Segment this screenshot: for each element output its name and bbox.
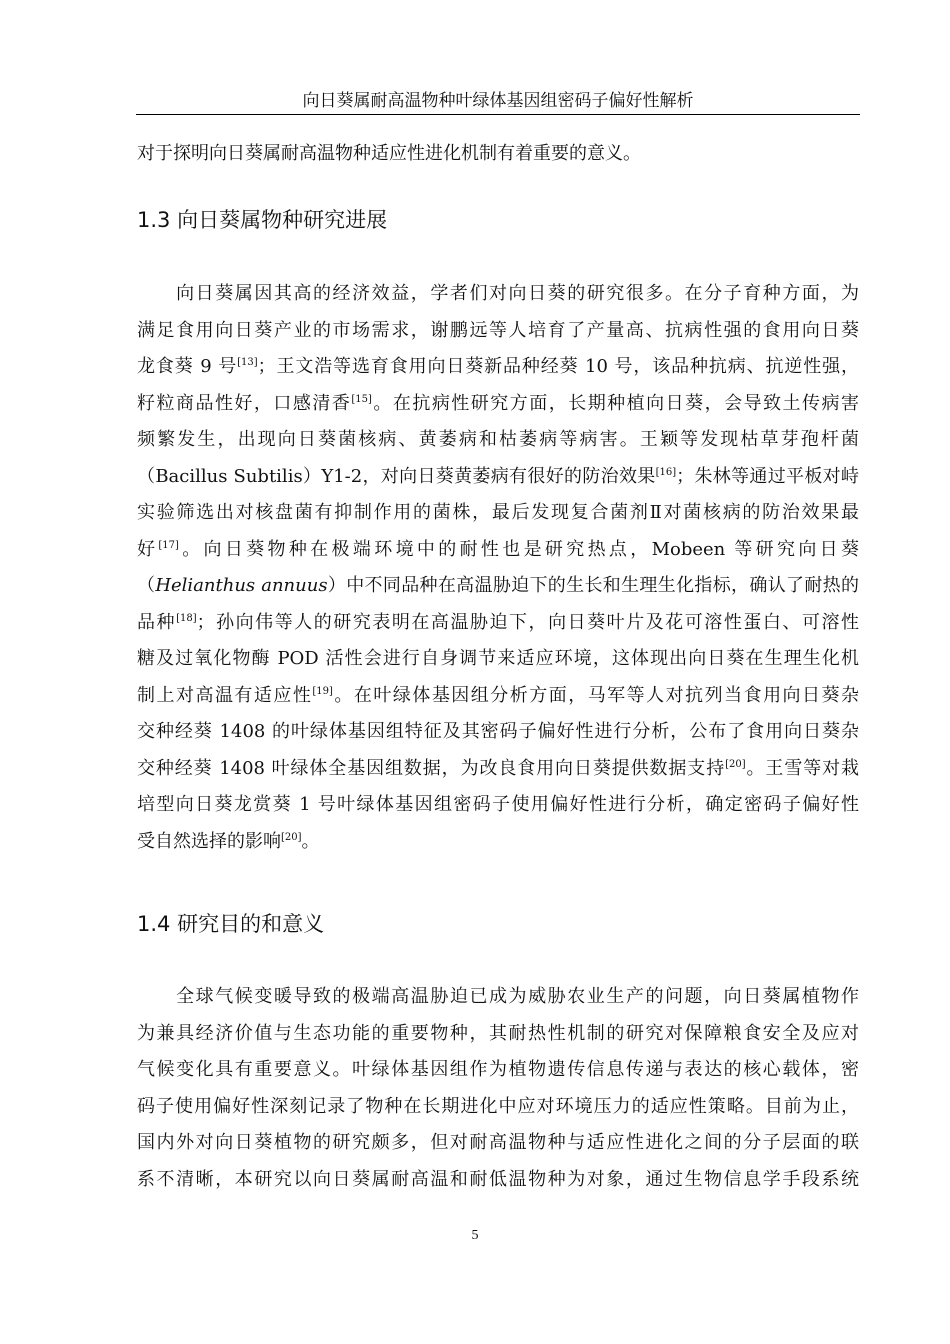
citation-ref: [16] (655, 466, 677, 478)
line-text: 受自然选择的影响 (137, 830, 281, 852)
line-text: 龙食葵 9 号 (137, 356, 238, 377)
header-rule (136, 114, 860, 115)
paragraph-line (137, 678, 859, 715)
section-1-4-paragraph (137, 979, 859, 1198)
intro-paragraph (137, 136, 859, 173)
section-heading-1-3: 1.3 向日葵属物种研究进展 (137, 208, 388, 232)
line-text: 。在抗病性研究方面，长期种植向日葵，会导致土传病害 (371, 392, 860, 414)
citation-ref: [20] (281, 831, 302, 843)
section-1-3-paragraph (137, 276, 859, 860)
line-text: 。向日葵物种在极端环境中的耐性也是研究热点，Mobeen 等研究向日葵 (178, 538, 860, 560)
paragraph-line: 国内外对向日葵植物的研究颇多，但对耐高温物种与适应性进化之间的分子层面的联 (137, 1132, 859, 1153)
species-name: Helianthus annuus (155, 575, 328, 596)
paragraph-line (137, 459, 859, 496)
paragraph-line: 交种经葵 1408 的叶绿体基因组特征及其密码子偏好性进行分析，公布了食用向日葵杂 (137, 721, 859, 742)
section-heading-1-4: 1.4 研究目的和意义 (137, 912, 325, 936)
citation-ref: [13] (237, 357, 258, 368)
paragraph-line: 糖及过氧化物酶 POD 活性会进行自身调节来适应环境，这体现出向日葵在生理生化机 (137, 648, 859, 669)
paragraph-line (137, 386, 859, 423)
line-text: 交种经葵 1408 叶绿体全基因组数据，为改良食用向日葵提供数据支持 (137, 757, 726, 779)
line-text: 。在叶绿体基因组分析方面，马军等人对抗列当食用向日葵杂 (332, 684, 860, 706)
citation-ref: [20] (725, 758, 746, 770)
line-text: 制上对高温有适应性 (137, 684, 313, 706)
page-number: 5 (471, 1228, 479, 1243)
citation-ref: [17] (158, 539, 179, 551)
line-text: 。王雪等对栽 (745, 757, 860, 779)
line-text: 籽粒商品性好，口感清香 (137, 392, 352, 414)
paragraph-line: 满足食用向日葵产业的市场需求，谢鹏远等人培育了产量高、抗病性强的食用向日葵 (137, 319, 859, 341)
citation-ref: [18] (176, 612, 197, 624)
line-text: 。 (301, 830, 320, 852)
paragraph-line (137, 349, 859, 386)
line-text: （Bacillus Subtilis）Y1-2，对向日葵黄萎病有很好的防治效果 (137, 465, 656, 487)
paragraph-line: 为兼具经济价值与生态功能的重要物种，其耐热性机制的研究对保障粮食安全及应对 (137, 1022, 859, 1044)
running-header: 向日葵属耐高温物种叶绿体基因组密码子偏好性解析 (302, 91, 694, 111)
paragraph-line (137, 824, 859, 861)
paragraph-line: 培型向日葵龙赏葵 1 号叶绿体基因组密码子使用偏好性进行分析，确定密码子偏好性 (137, 794, 859, 815)
line-text: ；孙向伟等人的研究表明在高温胁迫下，向日葵叶片及花可溶性蛋白、可溶性 (196, 611, 860, 633)
paragraph-line: 全球气候变暖导致的极端高温胁迫已成为威胁农业生产的问题，向日葵属植物作 (137, 986, 859, 1007)
paragraph-line (137, 751, 859, 788)
line-text: 好 (137, 538, 159, 560)
paragraph-line: 码子使用偏好性深刻记录了物种在长期进化中应对环境压力的适应性策略。目前为止， (137, 1095, 859, 1117)
paragraph-line: 频繁发生，出现向日葵菌核病、黄萎病和枯萎病等病害。王颖等发现枯草芽孢杆菌 (137, 429, 859, 450)
line-text: ；朱林等通过平板对峙 (676, 465, 860, 487)
paragraph-line: 对于探明向日葵属耐高温物种适应性进化机制有着重要的意义。 (137, 143, 641, 164)
line-text: （ (137, 575, 156, 596)
paragraph-line: 实验筛选出对核盘菌有抑制作用的菌株，最后发现复合菌剂Ⅱ对菌核病的防治效果最 (137, 502, 859, 523)
line-text: 品种 (137, 611, 177, 633)
line-text: ；王文浩等选育食用向日葵新品种经葵 10 号，该品种抗病、抗逆性强， (257, 356, 859, 377)
paragraph-line (137, 568, 859, 605)
paragraph-line (137, 605, 859, 642)
paragraph-line (137, 532, 859, 569)
paragraph-line: 系不清晰，本研究以向日葵属耐高温和耐低温物种为对象，通过生物信息学手段系统 (137, 1168, 859, 1190)
line-text: ）中不同品种在高温胁迫下的生长和生理生化指标，确认了耐热的 (327, 575, 860, 596)
citation-ref: [19] (312, 685, 333, 697)
paragraph-line: 气候变化具有重要意义。叶绿体基因组作为植物遗传信息传递与表达的核心载体，密 (137, 1059, 859, 1080)
citation-ref: [15] (351, 393, 372, 405)
paragraph-line: 向日葵属因其高的经济效益，学者们对向日葵的研究很多。在分子育种方面，为 (137, 283, 859, 304)
